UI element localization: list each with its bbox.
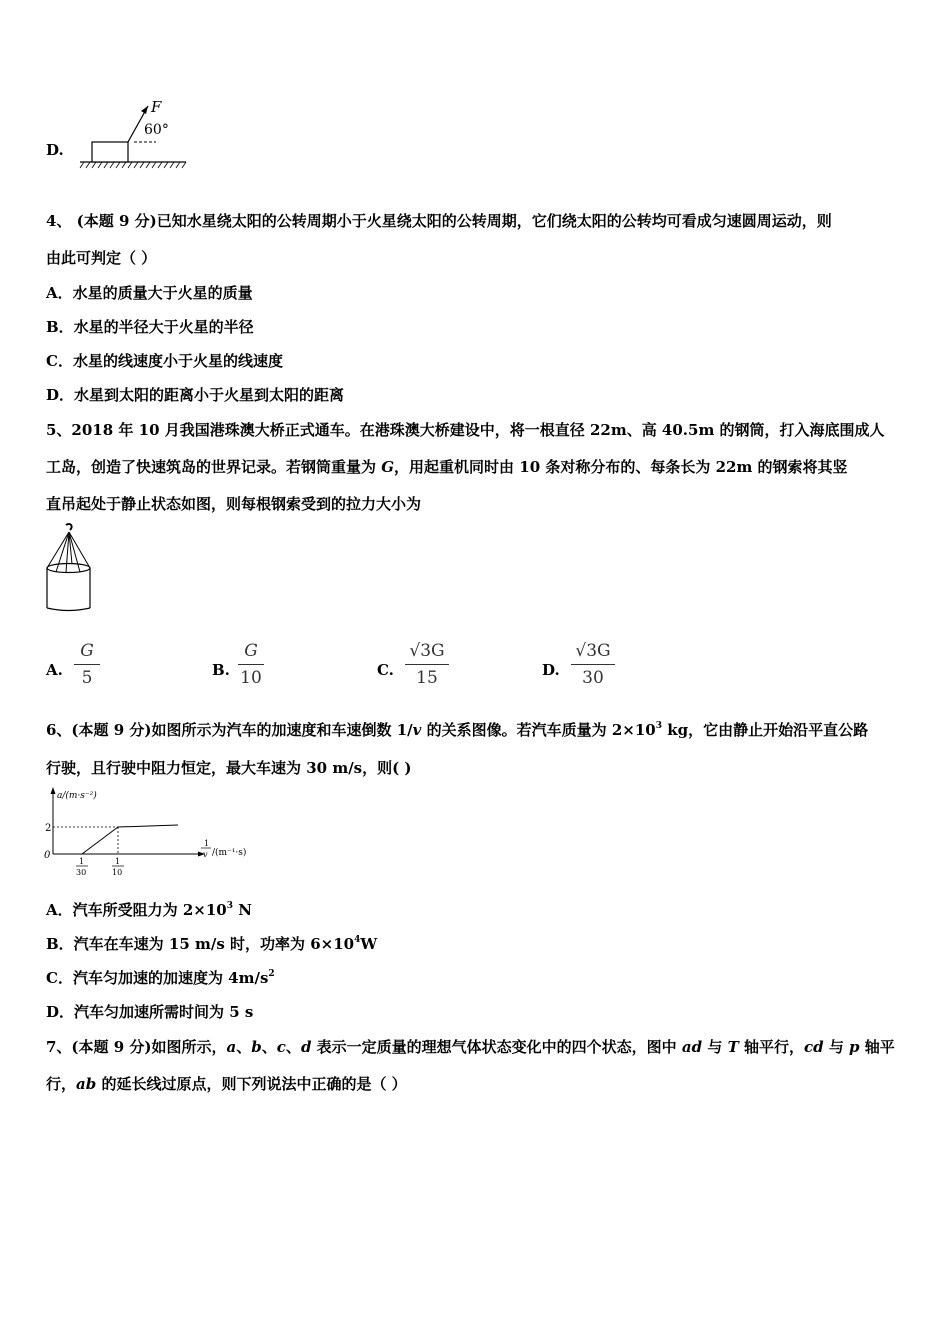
q7-seg5: 与 (823, 1038, 850, 1056)
q6-stem-exp: 3 (655, 721, 662, 731)
graph-x-axis-label: /(m⁻¹·s) (212, 848, 247, 858)
q6-stem-part3: kg，它由静止开始沿平直公路 (661, 721, 869, 739)
graph-x-label-num: 1 (204, 839, 210, 848)
graph-x-label-den: v (203, 850, 208, 859)
q7-seg1: 7、(本题 9 分)如图所示， (46, 1038, 227, 1056)
q5-choice-c-fraction (405, 640, 449, 689)
angle-label: 60° (144, 122, 169, 138)
q7-stem-line1 (46, 1037, 895, 1057)
q6-option-a-text: A．汽车所受阻力为 2×10 (46, 901, 227, 919)
force-diagram-figure (78, 96, 188, 172)
q3-option-d-label: D. (46, 141, 64, 159)
q7-var-b: b (251, 1038, 262, 1056)
graph-y-axis-label: a/(m·s⁻²) (57, 791, 97, 801)
q5-choice-b-fraction (238, 640, 264, 689)
graph-origin: 0 (44, 850, 51, 861)
q7-var-c: c (276, 1038, 286, 1056)
q7-var-p: p (849, 1038, 860, 1056)
q7-var-cd: cd (803, 1038, 824, 1056)
q5-choice-b-denominator: 10 (240, 668, 262, 688)
q7-sep3: 、 (285, 1038, 301, 1056)
q5-choice-c-denominator: 15 (416, 668, 438, 688)
q6-stem-part1: 6、(本题 9 分)如图所示为汽车的加速度和车速倒数 1/ (46, 721, 413, 739)
graph-x-tick2-num: 1 (115, 857, 121, 866)
q7-seg6: 轴平 (859, 1038, 895, 1056)
q4-stem-line2: 由此可判定（ ） (46, 249, 157, 267)
q7-line2-b: 的延长线过原点，则下列说法中正确的是（ ） (96, 1075, 407, 1093)
q6-var-v: v (412, 721, 422, 739)
q5-choice-d-label: D. (542, 661, 560, 679)
graph-x-tick1-num: 1 (79, 857, 85, 866)
q4-option-b: B．水星的半径大于火星的半径 (46, 318, 254, 336)
q5-choice-a-label: A. (46, 661, 63, 679)
q5-stem-line2-part1: 工岛，创造了快速筑岛的世界记录。若钢筒重量为 (46, 458, 382, 476)
q4-option-c: C．水星的线速度小于火星的线速度 (46, 352, 283, 370)
q5-choice-a-numerator: G (80, 641, 94, 661)
q6-stem-line2: 行驶，且行驶中阻力恒定，最大车速为 30 m/s，则( ) (46, 759, 412, 777)
q6-stem-part2: 的关系图像。若汽车质量为 2×10 (421, 721, 656, 739)
q6-option-a-tail: N (233, 901, 252, 919)
q6-option-c-exp: 2 (268, 969, 275, 979)
q6-option-b (46, 934, 377, 954)
q7-var-t: T (727, 1038, 739, 1056)
steel-cylinder-figure (44, 522, 94, 614)
q5-choice-d-numerator: √3G (575, 641, 611, 661)
q7-sep2: 、 (261, 1038, 277, 1056)
q6-option-a (46, 900, 252, 920)
q6-option-c-text: C．汽车匀加速的加速度为 4m/s (46, 969, 269, 987)
q7-var-a: a (226, 1038, 237, 1056)
q5-choice-b-numerator: G (244, 641, 258, 661)
q5-choice-c-label: C. (377, 661, 394, 679)
acceleration-graph (44, 786, 254, 880)
q5-stem-line3: 直吊起处于静止状态如图，则每根钢索受到的拉力大小为 (46, 495, 422, 513)
force-label: F (151, 98, 162, 116)
q4-stem-line1: 4、 (本题 9 分)已知水星绕太阳的公转周期小于火星绕太阳的公转周期，它们绕太阳的公转均可看成匀速圆周运动，则 (46, 212, 832, 230)
q4-option-d: D．水星到太阳的距离小于火星到太阳的距离 (46, 386, 345, 404)
q5-stem-line1: 5、2018 年 10 月我国港珠澳大桥正式通车。在港珠澳大桥建设中，将一根直径 22m、高 40.5m 的钢筒，打入海底围成人 (46, 421, 885, 439)
q7-seg2: 表示一定质量的理想气体状态变化中的四个状态，图中 (311, 1038, 682, 1056)
q7-line2-a: 行， (46, 1075, 77, 1093)
q5-choice-a-denominator: 5 (81, 668, 93, 688)
graph-x-tick1-den: 30 (76, 868, 87, 877)
q5-choice-d-denominator: 30 (582, 668, 604, 688)
graph-x-tick2-den: 10 (112, 868, 123, 877)
q5-choice-d-fraction (571, 640, 615, 689)
q7-var-ab: ab (76, 1075, 97, 1093)
q6-option-b-exp: 4 (354, 935, 361, 945)
q7-seg3: 与 (702, 1038, 728, 1056)
q5-choice-a-fraction (74, 640, 100, 689)
q5-choice-c-numerator: √3G (409, 641, 445, 661)
q6-option-c (46, 968, 275, 988)
q5-stem-line2 (46, 457, 848, 477)
q6-option-b-text: B．汽车在车速为 15 m/s 时，功率为 6×10 (46, 935, 355, 953)
q6-option-b-tail: W (360, 935, 378, 953)
q6-option-d: D．汽车匀加速所需时间为 5 s (46, 1003, 254, 1021)
graph-y-tick: 2 (45, 823, 52, 834)
q7-var-d: d (300, 1038, 312, 1056)
q7-sep1: 、 (236, 1038, 252, 1056)
q6-stem-line1 (46, 720, 868, 740)
q5-var-g: G (381, 458, 395, 476)
q5-choice-b-label: B. (212, 661, 230, 679)
q4-option-a: A．水星的质量大于火星的质量 (46, 284, 253, 302)
q5-stem-line2-part2: ，用起重机同时由 10 条对称分布的、每条长为 22m 的钢索将其竖 (394, 458, 848, 476)
q7-stem-line2 (46, 1074, 407, 1094)
q6-option-a-exp: 3 (226, 901, 234, 911)
q7-seg4: 轴平行， (738, 1038, 804, 1056)
q7-var-ad: ad (681, 1038, 703, 1056)
